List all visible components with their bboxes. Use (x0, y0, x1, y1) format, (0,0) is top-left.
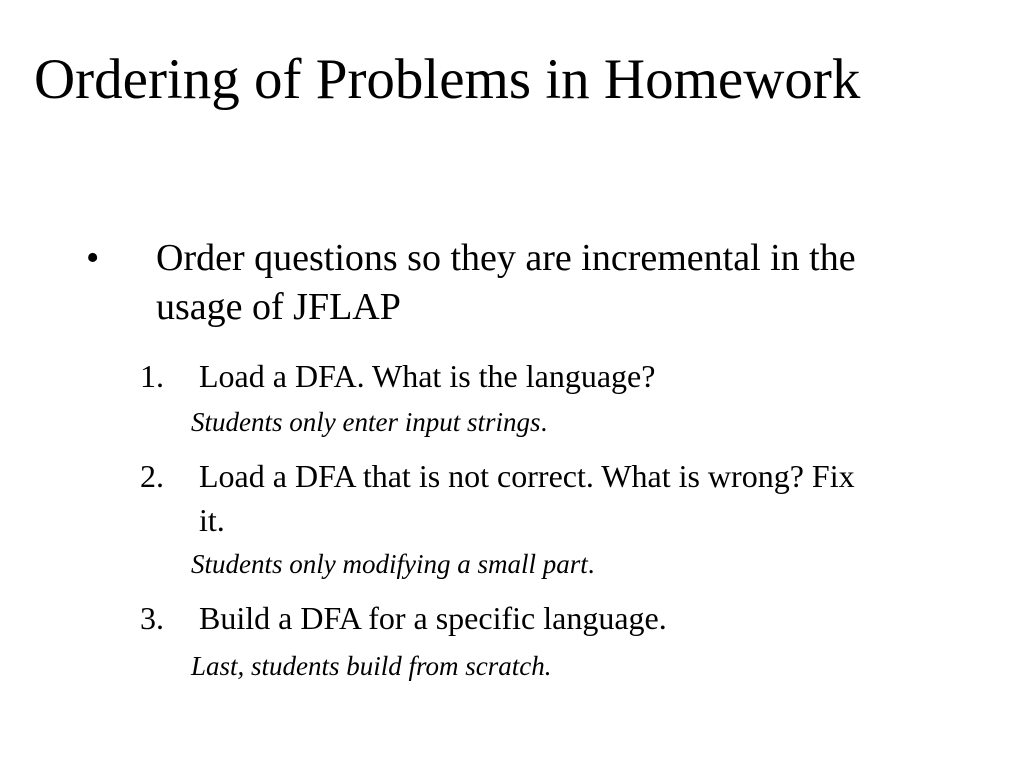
list-item-text: Load a DFA. What is the language? (199, 358, 656, 394)
bullet-block (86, 234, 946, 332)
note-text: Students only modifying a small part (191, 549, 588, 579)
list-item-note (191, 648, 900, 684)
list-item-number: 1. (140, 358, 164, 394)
numbered-list (140, 354, 900, 684)
note-text: Students only enter input strings (191, 407, 541, 437)
list-item-number: 3. (140, 600, 164, 636)
list-item-number: 2. (140, 458, 164, 494)
note-period: . (587, 549, 595, 579)
note-text: Last, students build from scratch. (191, 651, 552, 681)
bullet-item (86, 234, 946, 332)
bullet-text: Order questions so they are incremental in the usage of JFLAP (156, 237, 856, 328)
list-item (140, 354, 900, 398)
list-item (140, 596, 900, 640)
bullet-marker: • (86, 237, 100, 279)
list-item-note (191, 546, 900, 582)
note-period: . (540, 407, 548, 437)
list-item-text: Load a DFA that is not correct. What is wrong? Fix it. (199, 458, 855, 538)
slide-title: Ordering of Problems in Homework (34, 48, 861, 111)
list-item (140, 454, 900, 542)
list-item-text: Build a DFA for a specific language. (199, 600, 667, 636)
list-item-note (191, 404, 900, 440)
